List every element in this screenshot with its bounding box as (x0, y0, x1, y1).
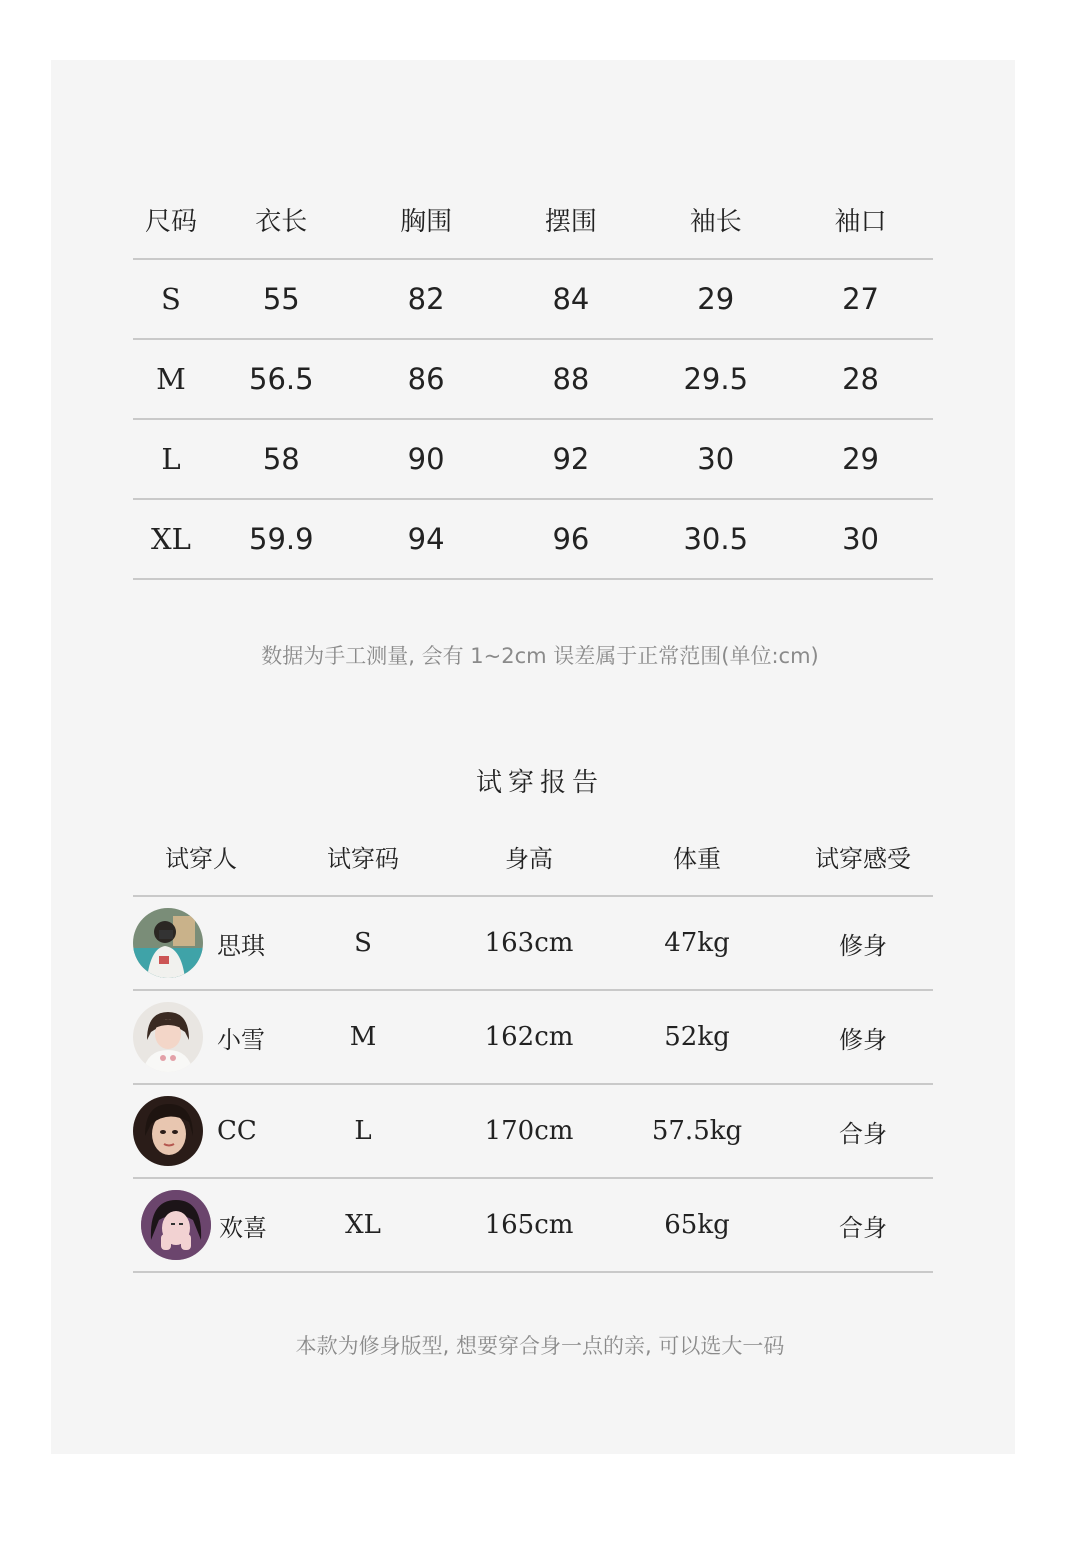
tester-height: 163cm (484, 928, 574, 958)
chest-cell: 82 (407, 282, 445, 316)
try-on-report-title: 试穿报告 (475, 768, 604, 798)
avatar (133, 1002, 203, 1072)
try-header-height: 身高 (505, 845, 553, 873)
size-chart-table (133, 180, 933, 580)
tester-size: M (349, 1022, 377, 1052)
size-cell: XL (151, 522, 191, 556)
size-row-s (133, 260, 933, 340)
tester-name: 欢喜 (219, 1213, 267, 1242)
tester-weight: 65kg (664, 1210, 730, 1240)
size-header-size: 尺码 (144, 206, 197, 237)
size-row-xl (133, 500, 933, 580)
hem-cell: 92 (552, 442, 590, 476)
tester-cell (133, 1190, 269, 1260)
try-header-weight: 体重 (673, 845, 721, 873)
tester-feel: 合身 (839, 1213, 887, 1242)
size-cell: L (161, 442, 181, 476)
tester-size: S (354, 928, 372, 958)
tester-height: 162cm (484, 1022, 574, 1052)
size-header-sleeve-length: 袖长 (689, 206, 742, 237)
size-header-chest: 胸围 (400, 206, 453, 237)
tester-name: CC (217, 1116, 257, 1146)
tester-size: L (354, 1116, 372, 1146)
length-cell: 55 (262, 282, 300, 316)
size-header-hem: 摆围 (544, 206, 597, 237)
try-header-size: 试穿码 (327, 845, 399, 873)
table-row (133, 1179, 933, 1273)
tester-weight: 47kg (664, 928, 730, 958)
tester-feel: 合身 (839, 1119, 887, 1148)
tester-weight: 52kg (664, 1022, 730, 1052)
avatar (133, 1096, 203, 1166)
chest-cell: 94 (407, 522, 445, 556)
tester-weight: 57.5kg (651, 1116, 743, 1146)
hem-cell: 96 (552, 522, 590, 556)
avatar (133, 908, 203, 978)
size-cell: S (161, 282, 181, 316)
tester-cell (133, 1002, 269, 1072)
tester-cell (133, 1096, 269, 1166)
length-cell: 59.9 (249, 522, 314, 556)
cuff-cell: 27 (842, 282, 880, 316)
size-chart-header-row (133, 180, 933, 260)
length-cell: 58 (262, 442, 300, 476)
table-row (133, 1085, 933, 1179)
tester-feel: 修身 (839, 1025, 887, 1054)
measurement-note: 数据为手工测量, 会有 1~2cm 误差属于正常范围(单位:cm) (261, 644, 819, 668)
try-header-person: 试穿人 (165, 845, 237, 873)
sleeve-length-cell: 29.5 (683, 362, 749, 396)
try-header-feel: 试穿感受 (815, 845, 911, 873)
fit-note: 本款为修身版型, 想要穿合身一点的亲, 可以选大一码 (295, 1334, 785, 1358)
table-row (133, 991, 933, 1085)
tester-size: XL (345, 1210, 381, 1240)
tester-height: 170cm (484, 1116, 574, 1146)
avatar (141, 1190, 211, 1260)
size-cell: M (156, 362, 186, 396)
length-cell: 56.5 (249, 362, 314, 396)
table-row (133, 897, 933, 991)
try-on-table (133, 818, 933, 1273)
cuff-cell: 28 (842, 362, 880, 396)
chest-cell: 86 (407, 362, 445, 396)
tester-cell (133, 908, 269, 978)
size-row-m (133, 340, 933, 420)
size-header-cuff: 袖口 (834, 206, 887, 237)
chest-cell: 90 (407, 442, 445, 476)
hem-cell: 88 (552, 362, 590, 396)
tester-feel: 修身 (839, 931, 887, 960)
cuff-cell: 29 (842, 442, 880, 476)
tester-height: 165cm (484, 1210, 574, 1240)
size-row-l (133, 420, 933, 500)
hem-cell: 84 (552, 282, 590, 316)
sleeve-length-cell: 30 (697, 442, 735, 476)
tester-name: 小雪 (217, 1025, 265, 1054)
tester-name: 思琪 (217, 931, 265, 960)
sleeve-length-cell: 29 (697, 282, 735, 316)
size-header-length: 衣长 (255, 206, 308, 237)
cuff-cell: 30 (842, 522, 880, 556)
try-on-header-row (133, 818, 933, 897)
sleeve-length-cell: 30.5 (683, 522, 749, 556)
